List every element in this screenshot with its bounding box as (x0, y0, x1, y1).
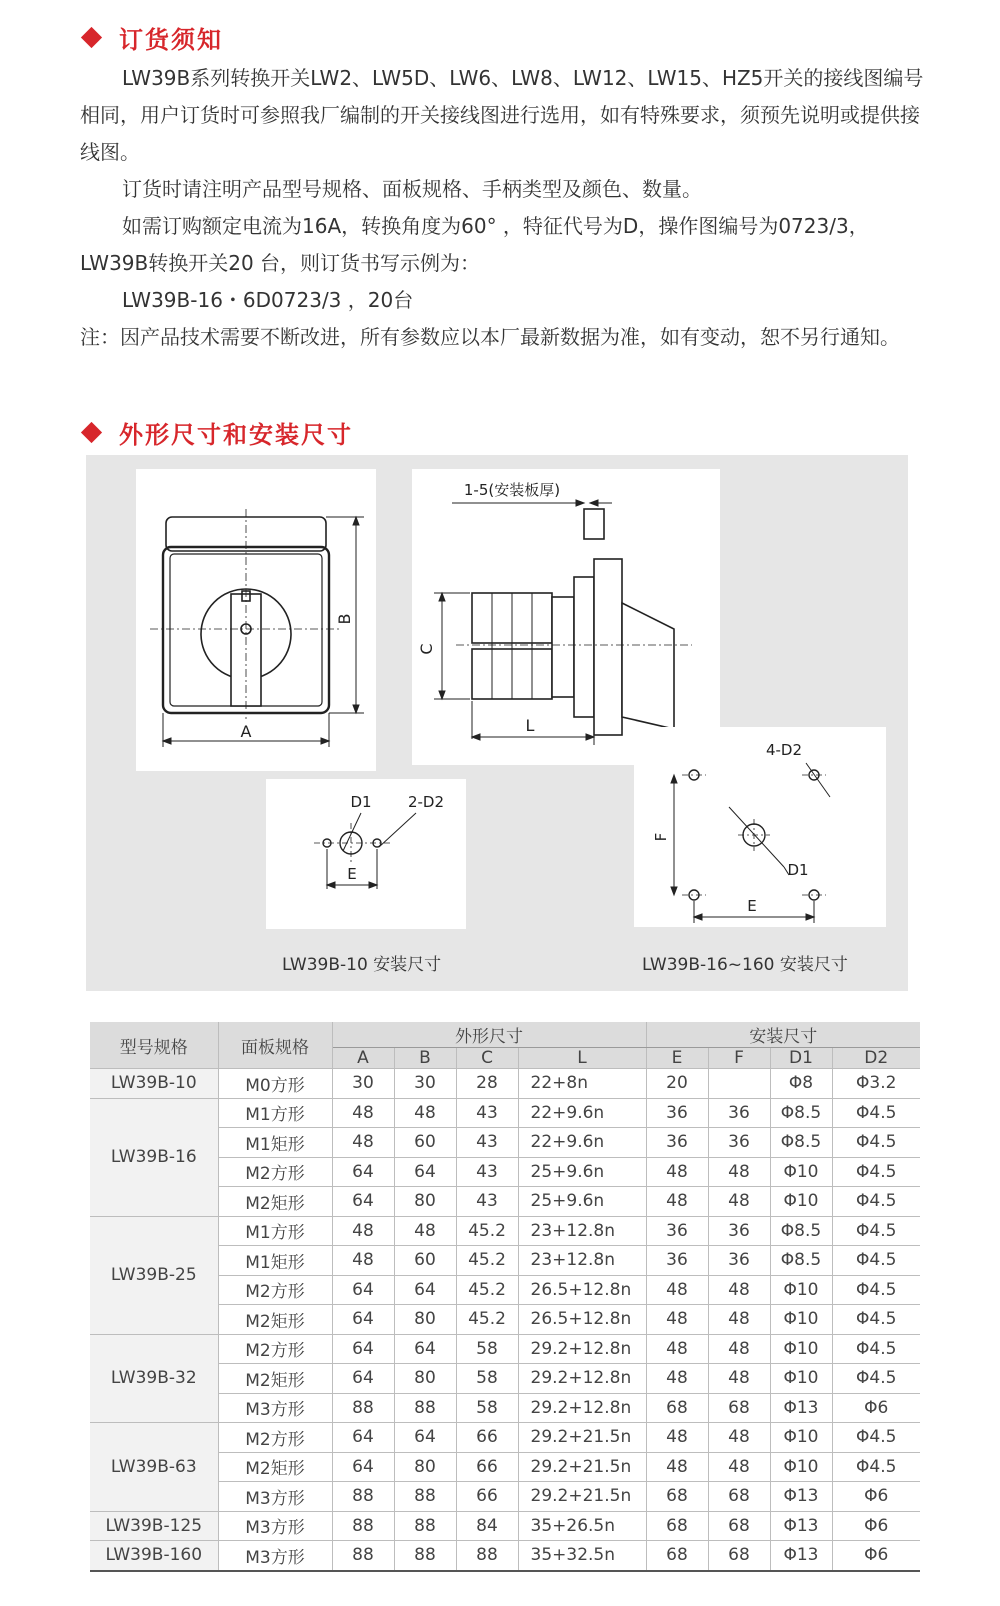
label-D1: D1 (787, 861, 809, 879)
cell-d1: Φ8 (770, 1069, 832, 1099)
col-header-E: E (646, 1048, 708, 1069)
panel-spec-cell: M1矩形 (218, 1128, 332, 1158)
cell-b: 48 (394, 1098, 456, 1128)
cell-d2: Φ6 (832, 1393, 920, 1423)
cell-a: 88 (332, 1511, 394, 1541)
cell-l: 35+32.5n (518, 1541, 646, 1571)
cell-a: 48 (332, 1246, 394, 1276)
cell-a: 64 (332, 1275, 394, 1305)
cell-l: 29.2+21.5n (518, 1423, 646, 1453)
cell-d1: Φ8.5 (770, 1098, 832, 1128)
cell-f: 48 (708, 1364, 770, 1394)
diamond-bullet-icon (81, 422, 102, 443)
mount-10-drawing (266, 779, 466, 929)
panel-spec-cell: M2矩形 (218, 1364, 332, 1394)
col-header-C: C (456, 1048, 518, 1069)
cell-b: 80 (394, 1305, 456, 1335)
table-row (90, 1334, 920, 1364)
cell-a: 64 (332, 1364, 394, 1394)
cell-f: 48 (708, 1305, 770, 1335)
cell-b: 88 (394, 1511, 456, 1541)
cell-e: 48 (646, 1305, 708, 1335)
cell-f: 48 (708, 1423, 770, 1453)
col-header-D2: D2 (832, 1048, 920, 1069)
cell-a: 64 (332, 1423, 394, 1453)
cell-d1: Φ10 (770, 1275, 832, 1305)
cell-d1: Φ10 (770, 1305, 832, 1335)
panel-spec-cell: M2方形 (218, 1334, 332, 1364)
panel-spec-cell: M3方形 (218, 1482, 332, 1512)
cell-l: 25+9.6n (518, 1157, 646, 1187)
cell-b: 64 (394, 1157, 456, 1187)
cell-d2: Φ6 (832, 1482, 920, 1512)
cell-d2: Φ4.5 (832, 1246, 920, 1276)
cell-c: 43 (456, 1187, 518, 1217)
table-row (90, 1216, 920, 1246)
label-E: E (747, 897, 757, 915)
model-cell: LW39B-63 (90, 1423, 218, 1512)
panel-spec-cell: M2方形 (218, 1423, 332, 1453)
col-header-F: F (708, 1048, 770, 1069)
header-install-dimensions: 安装尺寸 (646, 1022, 920, 1048)
cell-f: 68 (708, 1482, 770, 1512)
model-cell: LW39B-25 (90, 1216, 218, 1334)
label-F: F (652, 832, 670, 842)
label-plate-thickness: 1-5(安装板厚) (463, 481, 561, 499)
cell-d2: Φ4.5 (832, 1157, 920, 1187)
cell-a: 88 (332, 1393, 394, 1423)
cell-a: 48 (332, 1216, 394, 1246)
header-panel: 面板规格 (218, 1022, 332, 1069)
panel-spec-cell: M1方形 (218, 1216, 332, 1246)
cell-b: 64 (394, 1423, 456, 1453)
panel-spec-cell: M1方形 (218, 1098, 332, 1128)
table-row (90, 1098, 920, 1128)
cell-d1: Φ10 (770, 1364, 832, 1394)
cell-d2: Φ4.5 (832, 1128, 920, 1158)
cell-d2: Φ4.5 (832, 1364, 920, 1394)
cell-e: 48 (646, 1452, 708, 1482)
section-title: 订货须知 (119, 26, 223, 54)
label-B: B (335, 613, 354, 625)
cell-b: 48 (394, 1216, 456, 1246)
cell-d2: Φ4.5 (832, 1334, 920, 1364)
cell-c: 45.2 (456, 1246, 518, 1276)
cell-a: 88 (332, 1541, 394, 1571)
cell-f: 36 (708, 1098, 770, 1128)
cell-e: 48 (646, 1275, 708, 1305)
model-cell: LW39B-32 (90, 1334, 218, 1423)
model-cell: LW39B-160 (90, 1541, 218, 1571)
cell-b: 60 (394, 1246, 456, 1276)
col-header-L: L (518, 1048, 646, 1069)
cell-e: 36 (646, 1128, 708, 1158)
cell-f: 48 (708, 1275, 770, 1305)
cell-l: 22+9.6n (518, 1128, 646, 1158)
cell-c: 43 (456, 1128, 518, 1158)
section-heading-dimensions (84, 415, 353, 450)
label-4-D2: 4-D2 (765, 741, 803, 759)
header-outline-dimensions: 外形尺寸 (332, 1022, 646, 1048)
cell-l: 29.2+12.8n (518, 1334, 646, 1364)
cell-e: 68 (646, 1541, 708, 1571)
cell-e: 48 (646, 1187, 708, 1217)
cell-b: 88 (394, 1393, 456, 1423)
dimension-drawing (86, 455, 908, 991)
cell-b: 64 (394, 1275, 456, 1305)
cell-d1: Φ13 (770, 1482, 832, 1512)
cell-a: 64 (332, 1187, 394, 1217)
cell-c: 28 (456, 1069, 518, 1099)
cell-b: 80 (394, 1452, 456, 1482)
ordering-paragraph-1: LW39B系列转换开关LW2、LW5D、LW6、LW8、LW12、LW15、HZ5开关的接线图编号相同，用户订货时可参照我厂编制的开关接线图进行选用，如有特殊要求，须预先说明或提供接线图。 (80, 66, 924, 164)
label-E: E (347, 865, 357, 883)
cell-a: 64 (332, 1334, 394, 1364)
cell-d1: Φ10 (770, 1157, 832, 1187)
panel-spec-cell: M3方形 (218, 1541, 332, 1571)
cell-f: 36 (708, 1246, 770, 1276)
cell-e: 36 (646, 1246, 708, 1276)
cell-b: 64 (394, 1334, 456, 1364)
cell-c: 45.2 (456, 1275, 518, 1305)
cell-a: 48 (332, 1098, 394, 1128)
cell-e: 20 (646, 1069, 708, 1099)
mount-16-160-panel (634, 727, 886, 927)
cell-e: 48 (646, 1423, 708, 1453)
section-title: 外形尺寸和安装尺寸 (119, 421, 353, 449)
cell-f: 36 (708, 1128, 770, 1158)
panel-spec-cell: M3方形 (218, 1393, 332, 1423)
cell-d1: Φ13 (770, 1393, 832, 1423)
cell-c: 66 (456, 1482, 518, 1512)
cell-l: 29.2+21.5n (518, 1452, 646, 1482)
table-body (90, 1069, 920, 1571)
diamond-bullet-icon (81, 27, 102, 48)
cell-d2: Φ6 (832, 1541, 920, 1571)
cell-e: 36 (646, 1216, 708, 1246)
cell-l: 29.2+12.8n (518, 1393, 646, 1423)
panel-spec-cell: M2矩形 (218, 1305, 332, 1335)
cell-a: 30 (332, 1069, 394, 1099)
cell-c: 58 (456, 1334, 518, 1364)
cell-d2: Φ3.2 (832, 1069, 920, 1099)
col-header-D1: D1 (770, 1048, 832, 1069)
ordering-paragraph-3: 如需订购额定电流为16A，转换角度为60° ，特征代号为D，操作图编号为0723/3，LW39B转换开关20 台，则订货书写示例为： (80, 214, 869, 275)
cell-f (708, 1069, 770, 1099)
cell-d1: Φ8.5 (770, 1128, 832, 1158)
section-heading-ordering (84, 20, 223, 55)
cell-f: 36 (708, 1216, 770, 1246)
cell-e: 36 (646, 1098, 708, 1128)
cell-d1: Φ10 (770, 1423, 832, 1453)
cell-c: 66 (456, 1423, 518, 1453)
caption-lw39b-10: LW39B-10 安装尺寸 (282, 955, 442, 975)
cell-f: 68 (708, 1393, 770, 1423)
cell-d1: Φ8.5 (770, 1216, 832, 1246)
cell-c: 43 (456, 1098, 518, 1128)
label-D1: D1 (350, 793, 372, 811)
cell-c: 58 (456, 1364, 518, 1394)
cell-c: 84 (456, 1511, 518, 1541)
dimension-table (90, 1022, 920, 1572)
cell-c: 66 (456, 1452, 518, 1482)
cell-e: 68 (646, 1482, 708, 1512)
cell-f: 68 (708, 1511, 770, 1541)
cell-e: 48 (646, 1157, 708, 1187)
cell-d2: Φ4.5 (832, 1098, 920, 1128)
cell-d1: Φ8.5 (770, 1246, 832, 1276)
table-row (90, 1541, 920, 1571)
cell-b: 88 (394, 1541, 456, 1571)
cell-e: 48 (646, 1364, 708, 1394)
model-cell: LW39B-125 (90, 1511, 218, 1541)
cell-e: 48 (646, 1334, 708, 1364)
cell-d1: Φ10 (770, 1452, 832, 1482)
side-view-drawing (412, 469, 720, 765)
cell-e: 68 (646, 1511, 708, 1541)
cell-c: 58 (456, 1393, 518, 1423)
panel-spec-cell: M2方形 (218, 1275, 332, 1305)
cell-f: 48 (708, 1334, 770, 1364)
ordering-notes (80, 60, 930, 356)
label-C: C (417, 643, 436, 655)
cell-b: 80 (394, 1187, 456, 1217)
panel-spec-cell: M2矩形 (218, 1187, 332, 1217)
cell-a: 48 (332, 1128, 394, 1158)
cell-d2: Φ4.5 (832, 1216, 920, 1246)
label-A: A (240, 722, 252, 741)
cell-d2: Φ4.5 (832, 1452, 920, 1482)
label-2-D2: 2-D2 (407, 793, 445, 811)
cell-d2: Φ6 (832, 1511, 920, 1541)
model-cell: LW39B-10 (90, 1069, 218, 1099)
model-cell: LW39B-16 (90, 1098, 218, 1216)
panel-spec-cell: M2矩形 (218, 1452, 332, 1482)
side-view-panel (412, 469, 720, 765)
cell-l: 25+9.6n (518, 1187, 646, 1217)
cell-l: 29.2+12.8n (518, 1364, 646, 1394)
table-row (90, 1511, 920, 1541)
cell-a: 64 (332, 1157, 394, 1187)
cell-f: 68 (708, 1541, 770, 1571)
cell-c: 88 (456, 1541, 518, 1571)
cell-l: 22+9.6n (518, 1098, 646, 1128)
table-row (90, 1069, 920, 1099)
cell-c: 43 (456, 1157, 518, 1187)
mount-10-panel (266, 779, 466, 929)
panel-spec-cell: M1矩形 (218, 1246, 332, 1276)
cell-a: 88 (332, 1482, 394, 1512)
ordering-note: 注：因产品技术需要不断改进，所有参数应以本厂最新数据为准，如有变动，恕不另行通知。 (80, 325, 900, 349)
cell-b: 60 (394, 1128, 456, 1158)
table-row (90, 1423, 920, 1453)
panel-spec-cell: M3方形 (218, 1511, 332, 1541)
cell-d1: Φ10 (770, 1334, 832, 1364)
cell-l: 29.2+21.5n (518, 1482, 646, 1512)
cell-l: 26.5+12.8n (518, 1305, 646, 1335)
cell-c: 45.2 (456, 1216, 518, 1246)
label-L: L (525, 716, 535, 735)
panel-spec-cell: M0方形 (218, 1069, 332, 1099)
cell-b: 88 (394, 1482, 456, 1512)
cell-d1: Φ10 (770, 1187, 832, 1217)
cell-a: 64 (332, 1305, 394, 1335)
cell-d2: Φ4.5 (832, 1187, 920, 1217)
cell-f: 48 (708, 1187, 770, 1217)
cell-c: 45.2 (456, 1305, 518, 1335)
cell-b: 30 (394, 1069, 456, 1099)
cell-l: 22+8n (518, 1069, 646, 1099)
cell-a: 64 (332, 1452, 394, 1482)
cell-e: 68 (646, 1393, 708, 1423)
cell-l: 23+12.8n (518, 1216, 646, 1246)
cell-d2: Φ4.5 (832, 1275, 920, 1305)
cell-d1: Φ13 (770, 1541, 832, 1571)
cell-l: 35+26.5n (518, 1511, 646, 1541)
cell-f: 48 (708, 1157, 770, 1187)
cell-l: 26.5+12.8n (518, 1275, 646, 1305)
front-view-drawing (136, 469, 376, 771)
caption-lw39b-16-160: LW39B-16~160 安装尺寸 (642, 955, 848, 975)
cell-d2: Φ4.5 (832, 1423, 920, 1453)
ordering-paragraph-2: 订货时请注明产品型号规格、面板规格、手柄类型及颜色、数量。 (122, 177, 702, 201)
front-view-panel (136, 469, 376, 771)
cell-d1: Φ13 (770, 1511, 832, 1541)
panel-spec-cell: M2方形 (218, 1157, 332, 1187)
ordering-example: LW39B-16・6D0723/3 ，20台 (122, 288, 414, 312)
col-header-B: B (394, 1048, 456, 1069)
cell-b: 80 (394, 1364, 456, 1394)
col-header-A: A (332, 1048, 394, 1069)
header-model: 型号规格 (90, 1022, 218, 1069)
cell-f: 48 (708, 1452, 770, 1482)
cell-d2: Φ4.5 (832, 1305, 920, 1335)
cell-l: 23+12.8n (518, 1246, 646, 1276)
mount-16-160-drawing (634, 727, 886, 927)
